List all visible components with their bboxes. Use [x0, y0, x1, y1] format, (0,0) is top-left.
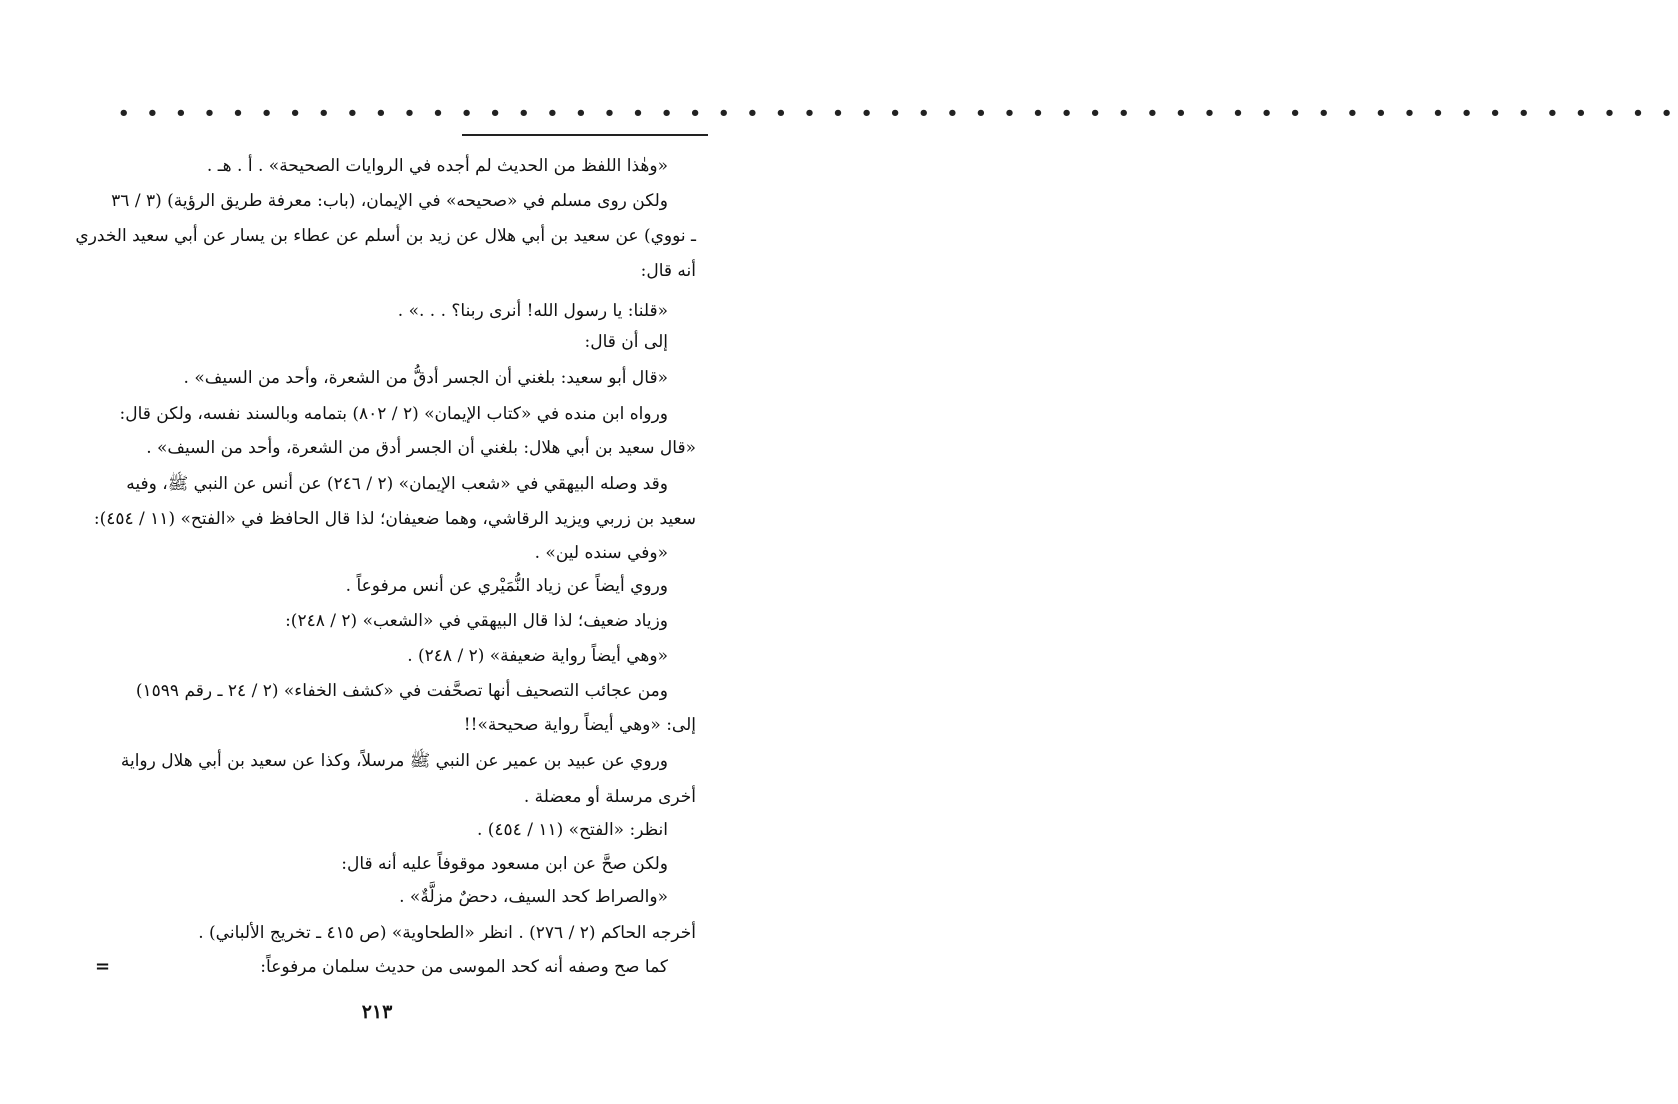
text-line: «وفي سنده لين» .: [534, 543, 668, 563]
text-line: إلى: «وهي أيضاً رواية صحيحة»!!: [463, 715, 696, 735]
text-line: «قال أبو سعيد: بلغني أن الجسر أدقُّ من الشعرة، وأحد من السيف» .: [183, 368, 668, 388]
text-line: كما صح وصفه أنه كحد الموسى من حديث سلمان مرفوعاً:: [260, 957, 668, 977]
text-line: أنه قال:: [640, 261, 696, 281]
page-number: ٢١٣: [361, 1001, 393, 1023]
text-line: انظر: «الفتح» (١١ / ٤٥٤) .: [476, 820, 668, 840]
text-line: أخرجه الحاكم (٢ / ٢٧٦) . انظر «الطحاوية» (ص ٤١٥ ـ تخريج الألباني) .: [198, 923, 696, 943]
text-line: وروي أيضاً عن زياد النُّمَيْري عن أنس مرفوعاً .: [345, 576, 668, 596]
text-line: «قلنا: يا رسول الله! أنرى ربنا؟ . . .» .: [397, 301, 668, 321]
header-dotted-line: • • • • • • • • • • • • • • • • • • • • • • • • • • • • • • • • • • • • • • • • • • • • • • • • • • • • • • •: [118, 103, 1678, 124]
text-line: «وهٰذا اللفظ من الحديث لم أجده في الروايات الصحيحة» . أ . هـ .: [206, 156, 668, 176]
text-line: أخرى مرسلة أو معضلة .: [523, 787, 696, 807]
header-rule: [462, 134, 708, 136]
text-line: إلى أن قال:: [584, 332, 668, 352]
text-line: وزياد ضعيف؛ لذا قال البيهقي في «الشعب» (٢ / ٢٤٨):: [285, 611, 668, 631]
text-line: ـ نووي) عن سعيد بن أبي هلال عن زيد بن أسلم عن عطاء بن يسار عن أبي سعيد الخدري: [75, 226, 696, 246]
text-line: وقد وصله البيهقي في «شعب الإيمان» (٢ / ٢٤٦) عن أنس عن النبي ﷺ، وفيه: [126, 474, 668, 494]
text-line: ورواه ابن منده في «كتاب الإيمان» (٢ / ٨٠٢) بتمامه وبالسند نفسه، ولكن قال:: [119, 404, 668, 424]
text-line: «والصراط كحد السيف، دحضٌ مزلَّةٌ» .: [399, 887, 668, 907]
continuation-mark: =: [95, 956, 111, 977]
text-line: «وهي أيضاً رواية ضعيفة» (٢ / ٢٤٨) .: [407, 646, 668, 666]
text-line: «قال سعيد بن أبي هلال: بلغني أن الجسر أدق من الشعرة، وأحد من السيف» .: [146, 438, 696, 458]
text-line: ومن عجائب التصحيف أنها تصحَّفت في «كشف الخفاء» (٢ / ٢٤ ـ رقم ١٥٩٩): [135, 681, 668, 701]
text-line: سعيد بن زربي ويزيد الرقاشي، وهما ضعيفان؛ لذا قال الحافظ في «الفتح» (١١ / ٤٥٤):: [93, 509, 696, 529]
text-line: وروي عن عبيد بن عمير عن النبي ﷺ مرسلاً، وكذا عن سعيد بن أبي هلال رواية: [120, 751, 668, 771]
text-line: ولكن صحَّ عن ابن مسعود موقوفاً عليه أنه قال:: [341, 854, 668, 874]
text-line: ولكن روى مسلم في «صحيحه» في الإيمان، (باب: معرفة طريق الرؤية) (٣ / ٣٦: [111, 191, 668, 211]
